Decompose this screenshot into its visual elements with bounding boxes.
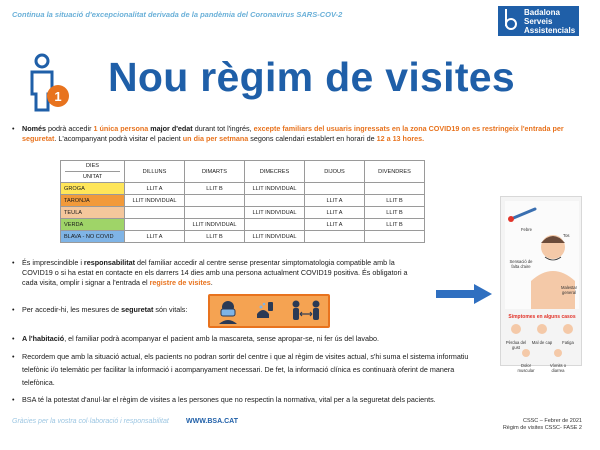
symptoms-title: Símptomes en alguns casos [508, 314, 576, 320]
header-subtitle: Continua la situació d'excepcionalitat derivada de la pandèmia del Coronavirus SARS-COV-2 [12, 10, 343, 19]
symptom-label: Sensació de falta d'aire [509, 259, 533, 269]
logo-line-3: Assistencials [524, 26, 576, 35]
symptom-label: Malestar general [560, 285, 578, 295]
table-cell: LLIT A [125, 231, 185, 243]
table-cell [365, 231, 425, 243]
table-cell [365, 183, 425, 195]
unit-label: TARONJA [61, 195, 125, 207]
mask-icon [215, 298, 241, 324]
muscle-pain-icon [520, 348, 532, 358]
symptom-item: Mal de cap [531, 322, 553, 350]
page-title: Nou règim de visites [108, 54, 516, 100]
table-corner: DIES UNITAT [61, 161, 125, 183]
logo [498, 6, 579, 36]
bullet-responsibility: • És imprescindible i responsabilitat del familiar accedir al centre sense presentar simptomatologia compatible amb la COVID19 o si ha estat en contacte en els darrers 14 dies amb una persona actualment COVID19 positiva. És obligatori a cada visita, omplir i signar a l'entrada el registre de visites. [12, 258, 408, 287]
footer-doc-name: Règim de visites CSSC- FASE 2 [502, 425, 582, 431]
hand-washing-icon [252, 298, 278, 324]
table-cell: LLIT B [185, 183, 245, 195]
table-cell: LLIT B [365, 219, 425, 231]
table-cell: LLIT B [365, 207, 425, 219]
safety-measures-panel [208, 294, 330, 328]
visits-schedule-table [60, 160, 425, 243]
vomiting-icon [552, 348, 564, 358]
day-header: DIJOUS [305, 161, 365, 183]
day-header: DILLUNS [125, 161, 185, 183]
bullet-dot: • [12, 124, 15, 133]
bullet-safety: • Per accedir-hi, les mesures de seguretat són vitals: [12, 305, 188, 314]
fatigue-icon [562, 323, 574, 335]
headache-icon [536, 323, 548, 335]
bullet-dot: • [12, 395, 15, 404]
table-cell: LLIT B [365, 195, 425, 207]
footer-website-link[interactable]: WWW.BSA.CAT [186, 418, 238, 425]
unit-label: GROGA [61, 183, 125, 195]
table-cell: LLIT A [125, 183, 185, 195]
day-header: DIMECRES [245, 161, 305, 183]
unit-label: TEULA [61, 207, 125, 219]
unit-label: VERDA [61, 219, 125, 231]
day-header: DIVENDRES [365, 161, 425, 183]
symptom-label: Febre [521, 227, 532, 232]
symptom-item: Dolor muscular [513, 345, 539, 373]
table-cell: LLIT INDIVIDUAL [245, 207, 305, 219]
table-cell: LLIT A [305, 219, 365, 231]
table-cell [305, 183, 365, 195]
footer-meta [503, 418, 582, 432]
table-cell [125, 219, 185, 231]
header [0, 0, 600, 40]
table-row [61, 207, 425, 219]
footer-thanks: Gràcies per la vostra col·laboració i responsabilitat [12, 418, 169, 425]
arrow-right-icon [436, 284, 492, 304]
footer-date: CSSC – Febrer de 2021 [522, 418, 582, 424]
bullet-room: • A l'habitació, el familiar podrà acompanyar el pacient amb la mascareta, sense apropar-se, ni fer ús del lavabo. [12, 334, 380, 343]
bullet-dot: • [12, 305, 15, 314]
social-distance-icon [289, 298, 323, 324]
logo-line-2: Serveis [524, 17, 553, 26]
table-cell: LLIT A [305, 207, 365, 219]
table-row [61, 219, 425, 231]
unit-label: BLAVA - NO COVID [61, 231, 125, 243]
table-cell: LLIT INDIVIDUAL [245, 231, 305, 243]
bullet-dot: • [12, 334, 15, 343]
table-cell: LLIT INDIVIDUAL [125, 195, 185, 207]
table-cell [185, 195, 245, 207]
taste-loss-icon [510, 323, 522, 335]
logo-mark-icon [498, 6, 520, 36]
symptoms-row-2 [513, 345, 571, 373]
table-cell [305, 231, 365, 243]
table-cell [245, 219, 305, 231]
bullet-dot: • [12, 352, 15, 361]
table-cell: LLIT INDIVIDUAL [185, 219, 245, 231]
bullet-information: • Recordem que amb la situació actual, els pacients no podran sortir del centre i que al règim de visites actual, s'hi suma el sistema informatiu telefònic i/o telemàtic per facilitar la informació i acompanyament necessari. De fet, la informació clínica es continuarà oferint de manera telefònica. [12, 352, 469, 387]
symptom-item: Pèrdua del gust [505, 322, 527, 350]
symptom-item: Fatiga [557, 322, 579, 350]
table-cell [185, 207, 245, 219]
badge-number: 1 [54, 89, 62, 104]
table-cell: LLIT B [185, 231, 245, 243]
table-row [61, 231, 425, 243]
table-cell: LLIT INDIVIDUAL [245, 183, 305, 195]
table-header-row [61, 161, 425, 183]
table-cell [245, 195, 305, 207]
bullet-dot: • [12, 258, 15, 267]
symptom-item: Vòmits o diarrea [545, 345, 571, 373]
bullet-cancellation: • BSA té la potestat d'anul·lar el règim de visites a les persones que no respectin la normativa, vital per a la seguretat dels pacients. [12, 395, 436, 404]
table-cell: LLIT A [305, 195, 365, 207]
bullet-access: • Només podrà accedir 1 única persona major d'edat durant tot l'ingrés, excepte familiars del usuaris ingressats en la zona COVID19 on es restringeix l'entrada per seguretat. L'acompanyant podrà visitar el pacient un dia per setmana segons calendari establert en horari de 12 a 13 hores. [12, 124, 564, 143]
logo-text [520, 6, 579, 36]
day-header: DIMARTS [185, 161, 245, 183]
table-cell [125, 207, 185, 219]
symptom-label: Tos [563, 233, 570, 238]
table-row [61, 195, 425, 207]
symptoms-card [500, 196, 582, 373]
single-person-icon [22, 52, 72, 112]
logo-line-1: Badalona [524, 8, 561, 17]
table-row [61, 183, 425, 195]
